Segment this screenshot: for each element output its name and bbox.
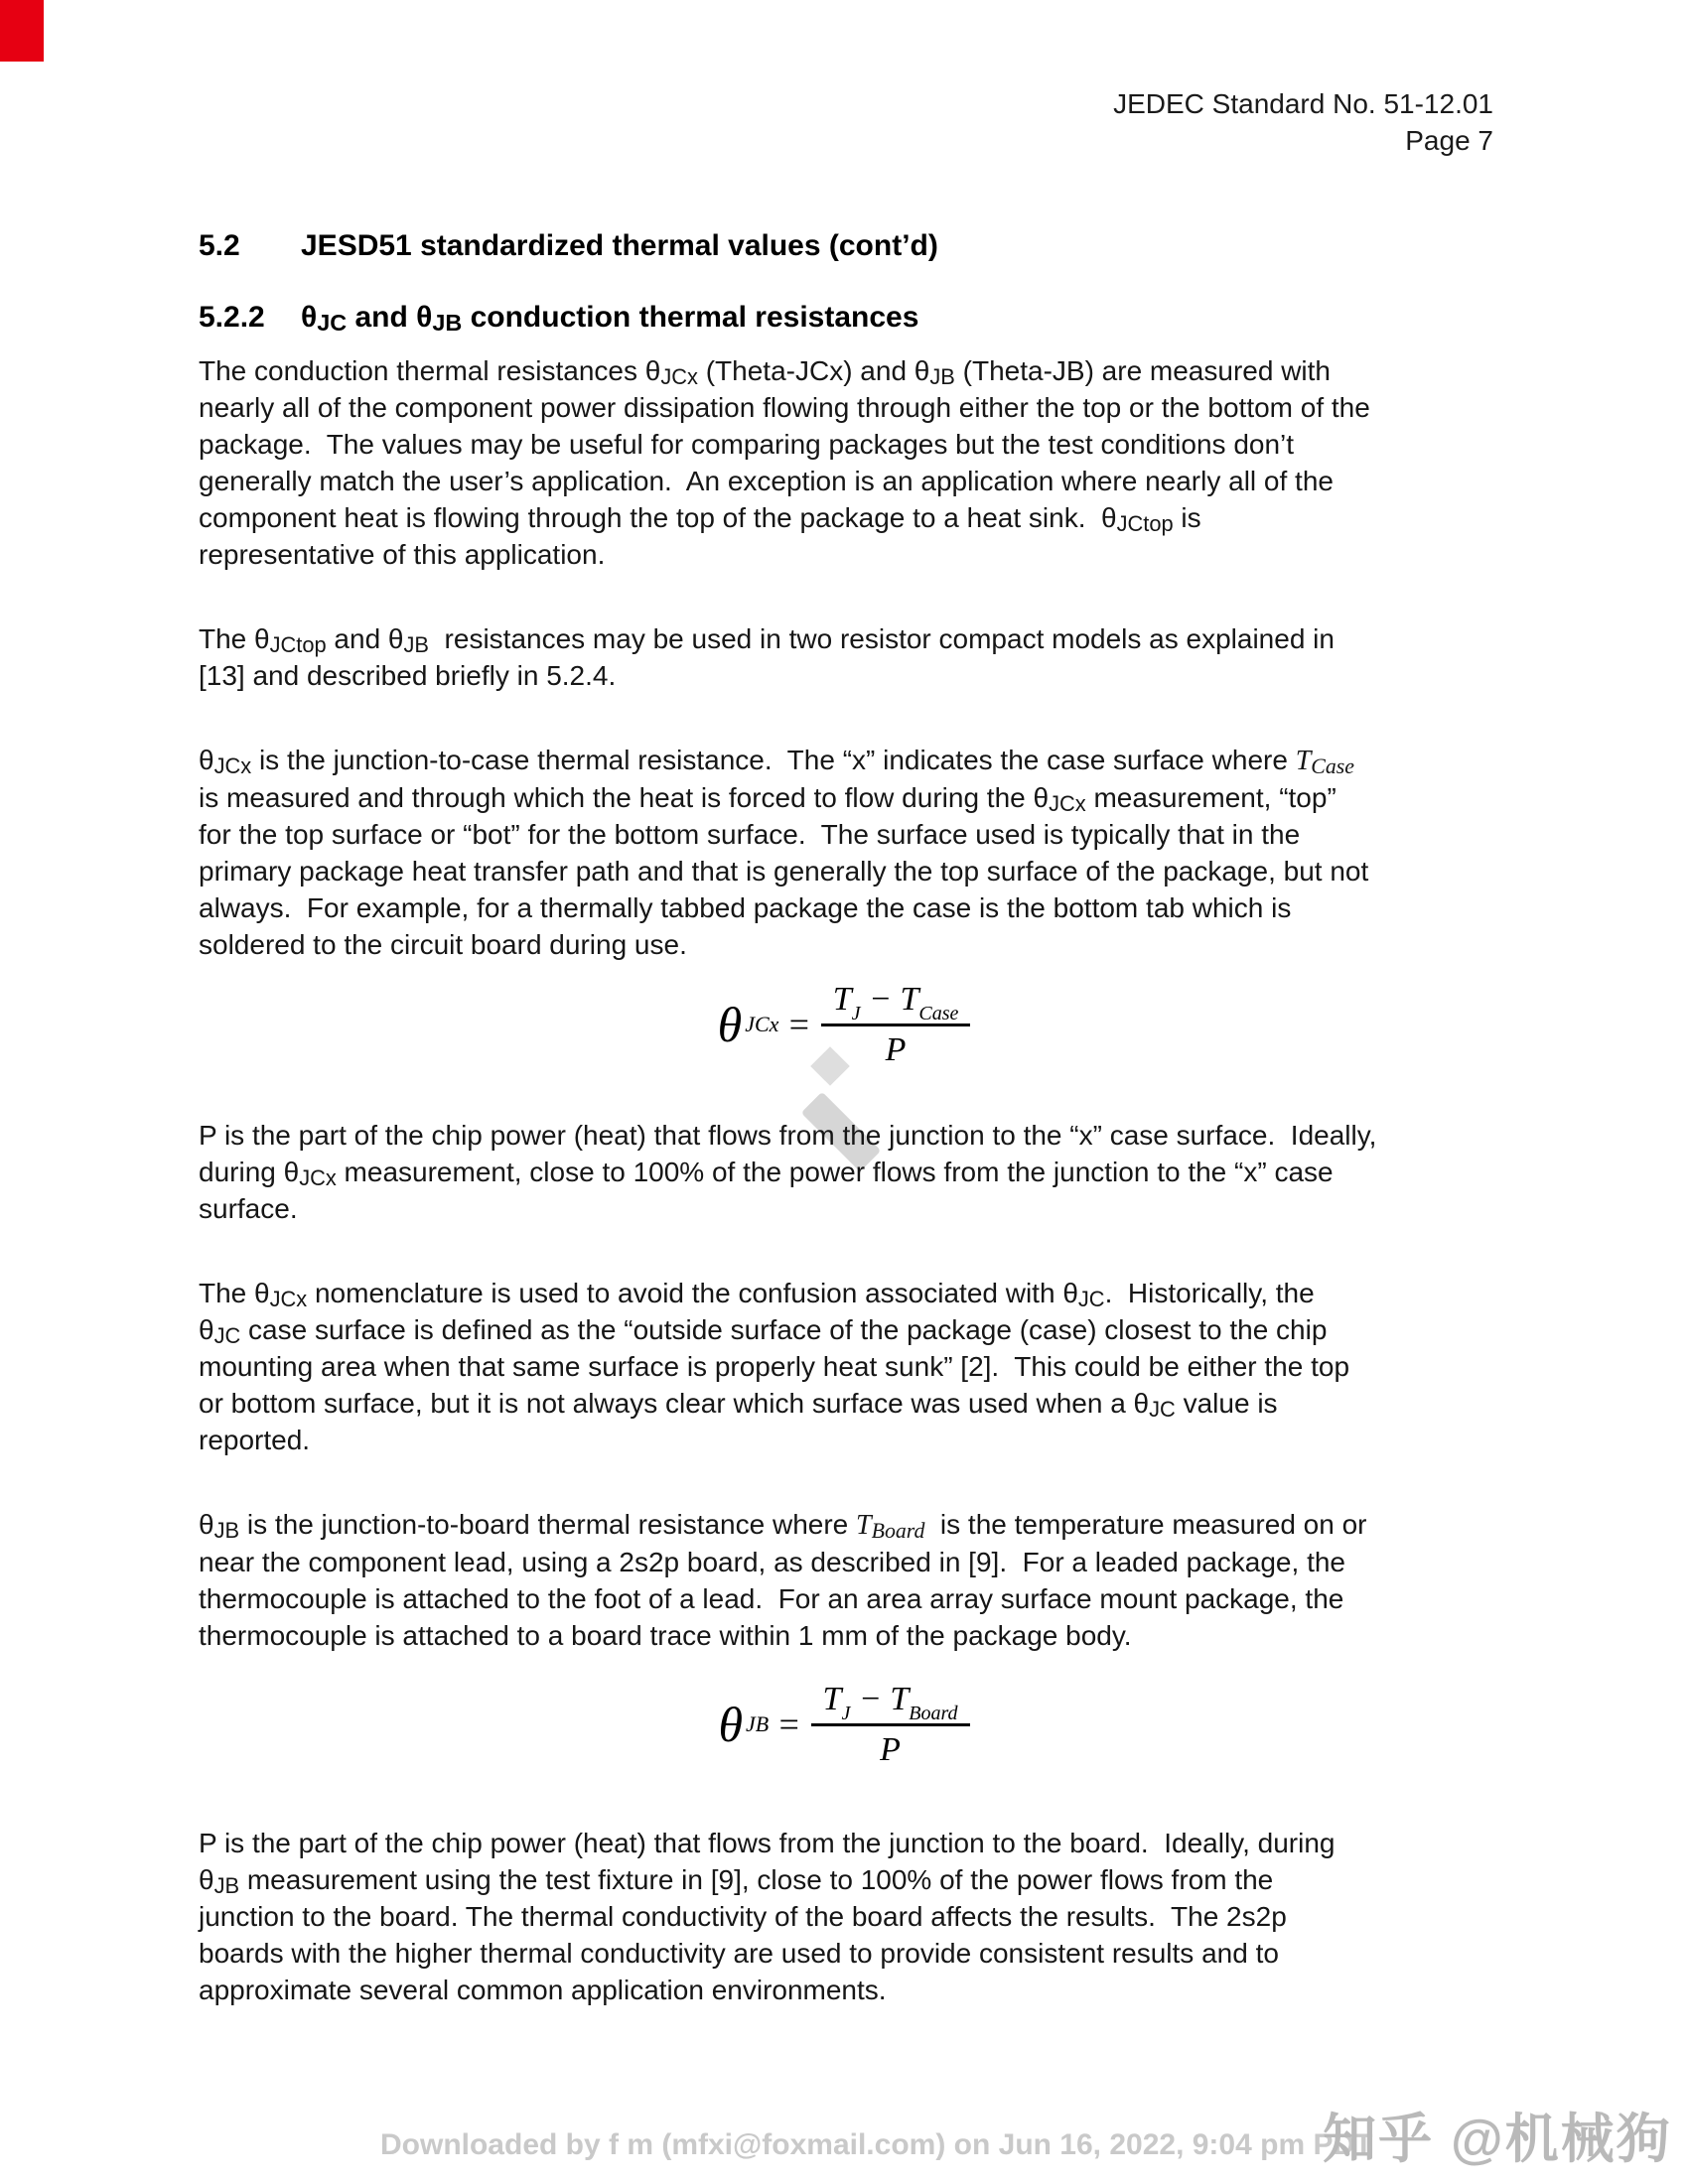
- paragraph-power-to-case: P is the part of the chip power (heat) that flows from the junction to the “x” case surface. Ideally, during $\theta_{JCx}$ measurement, close to 100% of the power flows from the junction to the “x” case surface.: [199, 1120, 1377, 1224]
- paragraph-power-to-board: P is the part of the chip power (heat) that flows from the junction to the board. Ideally, during $\theta_{JB}$ measurement using the test fixture in [9], close to 100% of the power flows from the junction to the board. The thermal conductivity of the board affects the results. The 2s2p boards with the higher thermal conductivity are used to provide consistent results and to approximate several common application environments.: [199, 1828, 1336, 2005]
- fraction-denominator: P: [880, 1731, 901, 1768]
- zhihu-user-watermark: 知乎 @机械狗: [1323, 2110, 1672, 2169]
- page-header: [1113, 85, 1493, 159]
- download-watermark: Downloaded by f m (mfxi@foxmail.com) on Jun 16, 2022, 9:04 pm PDT: [380, 2128, 1373, 2161]
- formula-theta-jb: θ JB = $\frac{T_J - T_{Board}}{P}$: [0, 1678, 1688, 1771]
- paragraph-nomenclature: The $\theta_{JCx}$ nomenclature is used to avoid the confusion associated with $\theta_{JC}$. Historically, the $\theta_{JC}$ case surface is defined as the “outside surface of the package (case) closest to the chip mounting area when that same surface is properly heat sunk” [2]. This could be either the top or bottom surface, but it is not always clear which surface was used when a $\theta_{JC}$ value is reported.: [199, 1278, 1350, 1455]
- equals-sign: =: [776, 1705, 801, 1744]
- equals-sign: =: [786, 1005, 811, 1044]
- formula-theta-jcx: θ JCx = $\frac{T_J - T_{Case}}{P}$: [0, 978, 1688, 1071]
- fraction-numerator: $T_J - T_{Board}$: [811, 1678, 970, 1726]
- paragraph-junction-to-board: $\theta_{JB}$ is the junction-to-board thermal resistance where $T_{Board}$ is the temperature measured on or near the component lead, using a 2s2p board, as described in [9]. For a leaded package, the thermocouple is attached to the foot of a lead. For an area array surface mount package, the thermocouple is attached to a board trace within 1 mm of the package body.: [199, 1509, 1367, 1651]
- fraction: [821, 978, 971, 1071]
- fraction-numerator: $T_J - T_{Case}$: [821, 978, 971, 1026]
- theta-symbol: θ: [717, 997, 743, 1052]
- section-number: 5.2.2: [199, 301, 265, 334]
- theta-symbol: θ: [718, 1697, 744, 1752]
- section-title: $\theta_{JC}$ and $\theta_{JB}$ conduction thermal resistances: [301, 301, 919, 337]
- paragraph-junction-to-case: $\theta_{JCx}$ is the junction-to-case thermal resistance. The “x” indicates the case surface where $T_{Case}$ is measured and through which the heat is forced to flow during the $\theta_{JCx}$ measurement, “top” for the top surface or “bot” for the bottom surface. The surface used is typically that in the primary package heat transfer path and that is generally the top surface of the package, but not always. For example, for a thermally tabbed package the case is the bottom tab which is soldered to the circuit board during use.: [199, 745, 1369, 960]
- fraction: [811, 1678, 970, 1771]
- paragraph-conduction-resistances: The conduction thermal resistances $\theta_{JCx}$ (Theta-JCx) and $\theta_{JB}$ (Theta-JB) are measured with nearly all of the component power dissipation flowing through either the top or the bottom of the package. The values may be useful for comparing packages but the test conditions don’t generally match the user’s application. An exception is an application where nearly all of the component heat is flowing through the top of the package to a heat sink. $\theta_{JCtop}$ is representative of this application.: [199, 355, 1370, 570]
- header-page-number: Page 7: [1405, 125, 1493, 156]
- red-corner-mark: [0, 0, 44, 62]
- section-heading-5-2-2: [199, 300, 918, 336]
- header-doc-ref: JEDEC Standard No. 51-12.01: [1113, 88, 1493, 119]
- paragraph-compact-models: The $\theta_{JCtop}$ and $\theta_{JB}$ resistances may be used in two resistor compact models as explained in [13] and described briefly in 5.2.4.: [199, 623, 1335, 691]
- section-title: JESD51 standardized thermal values (cont’d): [301, 229, 938, 262]
- section-heading-5-2: [199, 228, 938, 264]
- section-number: 5.2: [199, 229, 240, 262]
- fraction-denominator: P: [885, 1031, 907, 1068]
